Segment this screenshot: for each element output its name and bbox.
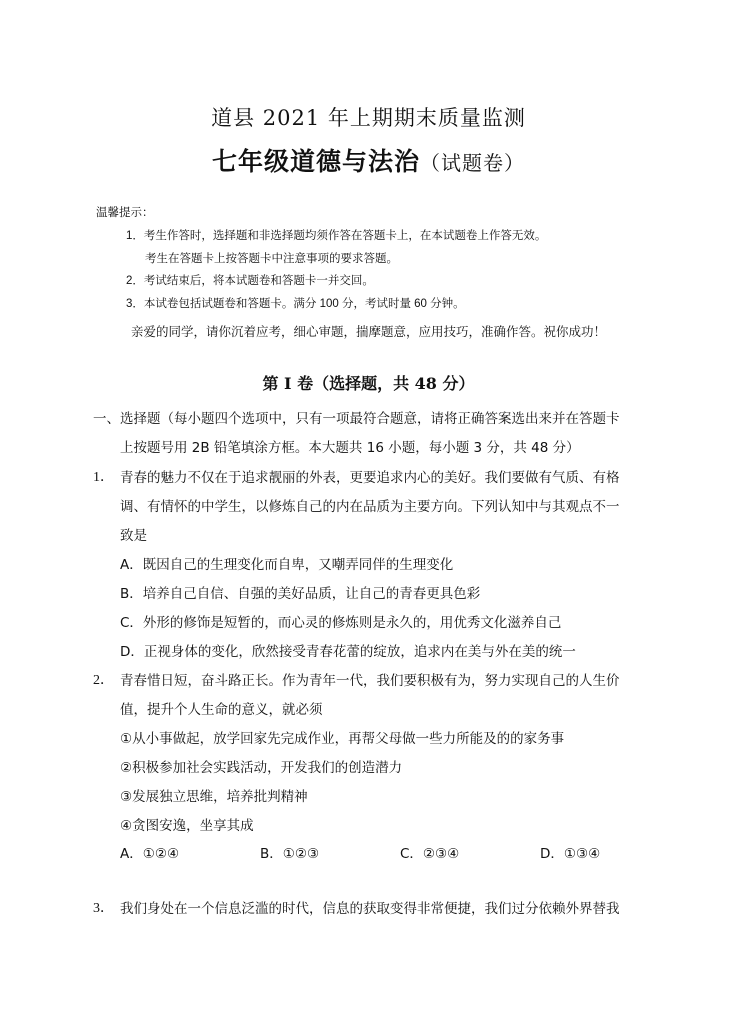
motto: 亲爱的同学，请你沉着应考，细心审题，揣摩题意，应用技巧，准确作答。祝你成功！ <box>130 324 606 339</box>
exam-subject-main: 七年级道德与法治 <box>211 147 420 176</box>
question-stem: 调、有情怀的中学生，以修炼自己的内在品质为主要方向。下列认知中与其观点不一 <box>120 499 620 515</box>
section-instruction: 一、选择题（每小题四个选项中，只有一项最符合题意，请将正确答案选出来并在答题卡 <box>93 411 620 427</box>
question-number: 2． <box>93 673 114 688</box>
exam-title: 道县 2021 年上期期末质量监测 <box>211 106 526 130</box>
answer-option: C．外形的修饰是短暂的，而心灵的修炼则是永久的，用优秀文化滋养自己 <box>120 615 562 631</box>
section-title: 第 I 卷（选择题，共 48 分） <box>262 374 475 393</box>
answer-option: B．①②③ <box>260 846 320 862</box>
question-statement: ①从小事做起，放学回家先完成作业，再帮父母做一些力所能及的的家务事 <box>120 731 565 747</box>
question-statement: ④贪图安逸，坐享其成 <box>120 818 254 834</box>
question-number: 1． <box>93 470 114 485</box>
exam-subject-suffix: （试题卷） <box>420 151 525 175</box>
notice-item: 2．考试结束后，将本试题卷和答题卡一并交回。 <box>126 275 374 287</box>
notice-item: 考生在答题卡上按答题卡中注意事项的要求答题。 <box>145 253 398 265</box>
question-statement: ②积极参加社会实践活动，开发我们的创造潜力 <box>120 760 403 776</box>
answer-option: A．①②④ <box>120 846 180 862</box>
answer-option: D．正视身体的变化，欣然接受青春花蕾的绽放，追求内在美与外在美的统一 <box>120 644 576 660</box>
answer-option: D．①③④ <box>540 846 601 862</box>
question-stem: 值，提升个人生命的意义，就必须 <box>120 702 323 718</box>
question-stem: 致是 <box>120 528 147 544</box>
notice-item: 1．考生作答时，选择题和非选择题均须作答在答题卡上，在本试题卷上作答无效。 <box>126 230 547 242</box>
question-stem: 青春的魅力不仅在于追求靓丽的外表，更要追求内心的美好。我们要做有气质、有格 <box>120 470 620 486</box>
notice-item: 3．本试卷包括试题卷和答题卡。满分 100 分，考试时量 60 分钟。 <box>126 298 465 310</box>
notice-title: 温馨提示： <box>96 205 154 219</box>
section-instruction: 上按题号用 2B 铅笔填涂方框。本大题共 16 小题，每小题 3 分，共 48 分） <box>120 440 580 456</box>
exam-subject <box>0 142 737 178</box>
answer-option: A．既因自己的生理变化而自卑，又嘲弄同伴的生理变化 <box>120 557 454 573</box>
question-statement: ③发展独立思维，培养批判精神 <box>120 789 308 805</box>
question-stem: 我们身处在一个信息泛滥的时代，信息的获取变得非常便捷，我们过分依赖外界替我 <box>120 901 620 917</box>
answer-option: C．②③④ <box>400 846 460 862</box>
answer-option: B．培养自己自信、自强的美好品质，让自己的青春更具色彩 <box>120 586 481 602</box>
question-stem: 青春惜日短，奋斗路正长。作为青年一代，我们要积极有为，努力实现自己的人生价 <box>120 673 620 689</box>
question-number: 3． <box>93 901 114 916</box>
